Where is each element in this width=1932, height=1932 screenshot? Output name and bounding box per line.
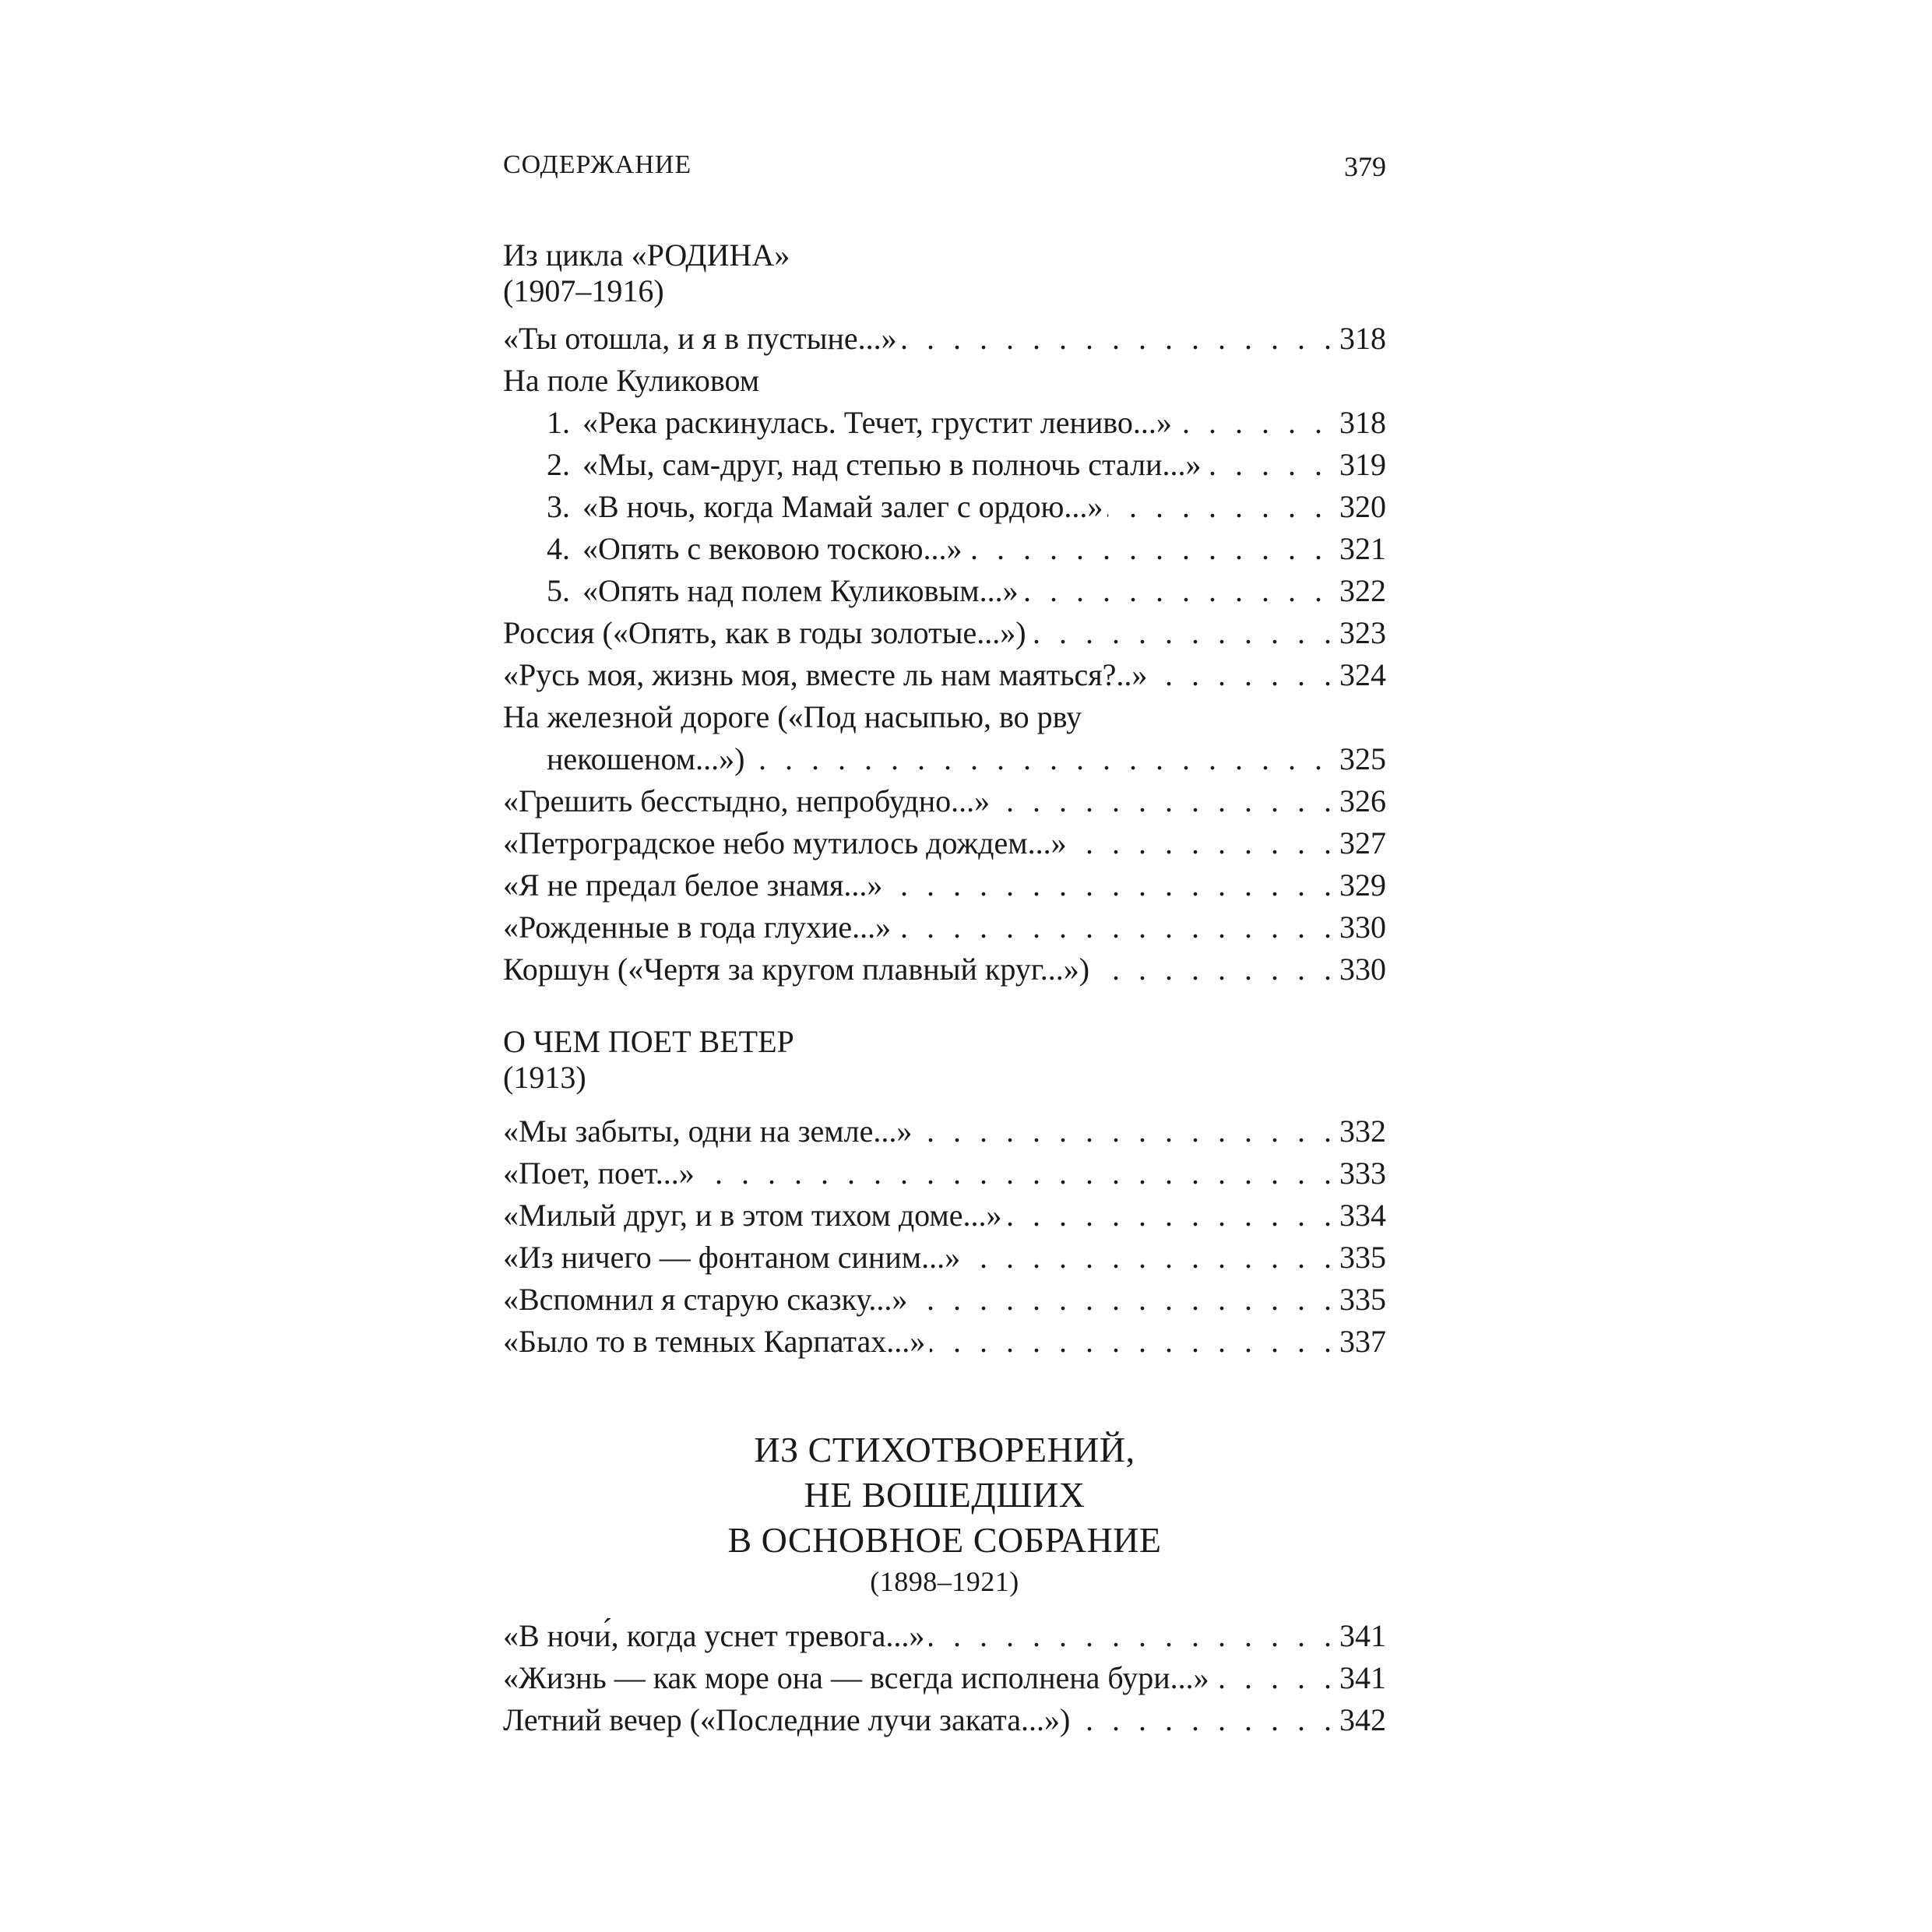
toc-entry-title: «Жизнь — как море она — всегда исполнена бури...» (503, 1660, 1214, 1695)
part-title-line: В ОСНОВНОЕ СОБРАНИЕ (727, 1520, 1162, 1560)
toc-subentry-title: «Река раскинулась. Течет, грустит лениво...» (582, 405, 1172, 440)
toc-subentry-number: 5. (547, 573, 570, 608)
toc-entry-title: «Вспомнил я старую сказку...» (503, 1282, 912, 1317)
toc-entry-title: «Ты отошла, и я в пустыне...» (503, 321, 902, 356)
toc-entry-page: 335 (1335, 1279, 1386, 1321)
toc-group-title[interactable]: На поле Куликовом (503, 363, 760, 398)
toc-entry-title: «Из ничего — фонтаном синим...» (503, 1240, 965, 1275)
toc-subentry[interactable] (547, 528, 1386, 570)
section-title: О ЧЕМ ПОЕТ ВЕТЕР (503, 1024, 794, 1059)
toc-entry-page: 325 (1335, 738, 1386, 780)
toc-entry-title: «Грешить бесстыдно, непробудно...» (503, 783, 994, 818)
part-heading (503, 1427, 1386, 1600)
toc-subentry-number: 2. (547, 447, 570, 482)
toc-entry-title: «Было то в темных Карпатах...» (503, 1324, 930, 1359)
toc-entry-page: 319 (1335, 444, 1386, 486)
toc-entry-title: «Поет, поет...» (503, 1156, 699, 1191)
section-years: (1913) (503, 1060, 586, 1095)
toc-entry-title: «В ночи́, когда уснет тревога...» (503, 1618, 929, 1653)
section-heading-wind (503, 1024, 1386, 1096)
toc-entry-page: 327 (1335, 822, 1386, 864)
toc-entry-page: 333 (1335, 1153, 1386, 1195)
toc-subentry-number: 1. (547, 405, 570, 440)
toc-subentry[interactable] (547, 570, 1386, 612)
toc-entry-title: некошеном...») (547, 741, 749, 776)
toc-entry-page: 334 (1335, 1195, 1386, 1237)
toc-page (503, 0, 1386, 1932)
section-heading-rodina (503, 238, 1386, 309)
toc-entry[interactable] (503, 1237, 1386, 1279)
toc-entry-title: «Мы забыты, одни на земле...» (503, 1114, 917, 1149)
toc-entry[interactable] (503, 1321, 1386, 1363)
toc-entry-page: 318 (1335, 318, 1386, 360)
toc-entry[interactable] (503, 1699, 1386, 1741)
toc-entry[interactable] (503, 1153, 1386, 1195)
toc-subentry-number: 3. (547, 489, 570, 524)
toc-entry[interactable] (503, 654, 1386, 696)
toc-entry-page: 341 (1335, 1657, 1386, 1699)
toc-entry-page: 341 (1335, 1615, 1386, 1657)
toc-entry-page: 342 (1335, 1699, 1386, 1741)
toc-entry[interactable] (503, 1657, 1386, 1699)
toc-entry-title: «Русь моя, жизнь моя, вместе ль нам маяться?..» (503, 657, 1152, 692)
toc-entry[interactable] (503, 948, 1386, 991)
toc-entry-continuation[interactable] (547, 738, 1386, 780)
toc-entry[interactable] (503, 1110, 1386, 1153)
toc-entry-title: Летний вечер («Последние лучи заката...») (503, 1702, 1075, 1737)
toc-entry-page: 326 (1335, 780, 1386, 822)
toc-entry-page: 332 (1335, 1110, 1386, 1153)
toc-subentry-title: «Опять с вековою тоскою...» (582, 531, 962, 566)
toc-entry-page: 330 (1335, 948, 1386, 991)
toc-subentry[interactable] (547, 486, 1386, 528)
toc-entry-page: 329 (1335, 864, 1386, 906)
toc-subentry-title: «Опять над полем Куликовым...» (582, 573, 1019, 608)
toc-entry[interactable] (503, 612, 1386, 654)
toc-entry-title: Коршун («Чертя за кругом плавный круг...») (503, 952, 1094, 987)
toc-entry[interactable] (503, 1195, 1386, 1237)
part-years: (1898–1921) (870, 1566, 1019, 1597)
toc-entry[interactable] (503, 906, 1386, 948)
toc-entry-title: «Петроградское небо мутилось дождем...» (503, 825, 1072, 860)
toc-entry-first-line[interactable]: На железной дороге («Под насыпью, во рву (503, 699, 1082, 734)
running-header (503, 150, 1386, 189)
toc-entry-page: 337 (1335, 1321, 1386, 1363)
toc-subentry-title: «Мы, сам-друг, над степью в полночь стали...» (582, 447, 1202, 482)
toc-entry[interactable] (503, 864, 1386, 906)
toc-entry-page: 318 (1335, 402, 1386, 444)
part-title-line: НЕ ВОШЕДШИХ (804, 1475, 1086, 1515)
toc-entry-title: «Рожденные в года глухие...» (503, 910, 896, 945)
toc-entry-page: 335 (1335, 1237, 1386, 1279)
header-page-number: 379 (1344, 151, 1386, 182)
toc-entry-page: 324 (1335, 654, 1386, 696)
toc-entry-page: 322 (1335, 570, 1386, 612)
toc-entry-title: «Милый друг, и в этом тихом доме...» (503, 1198, 1006, 1233)
toc-entry-title: «Я не предал белое знамя...» (503, 867, 887, 903)
toc-subentry[interactable] (547, 444, 1386, 486)
toc-entry[interactable] (503, 318, 1386, 360)
toc-entry[interactable] (503, 822, 1386, 864)
toc-entry[interactable] (503, 1279, 1386, 1321)
header-title: СОДЕРЖАНИЕ (503, 150, 692, 179)
section-years: (1907–1916) (503, 273, 664, 308)
toc-entry-page: 330 (1335, 906, 1386, 948)
toc-subentry[interactable] (547, 402, 1386, 444)
toc-entry-page: 323 (1335, 612, 1386, 654)
toc-entry-page: 320 (1335, 486, 1386, 528)
toc-subentry-number: 4. (547, 531, 570, 566)
toc-entry[interactable] (503, 1615, 1386, 1657)
toc-subentry-title: «В ночь, когда Мамай залег с ордою...» (582, 489, 1103, 524)
part-title-line: ИЗ СТИХОТВОРЕНИЙ, (754, 1430, 1135, 1469)
section-title: Из цикла «РОДИНА» (503, 238, 790, 273)
toc-entry-page: 321 (1335, 528, 1386, 570)
toc-entry-title: Россия («Опять, как в годы золотые...») (503, 615, 1031, 650)
toc-entry[interactable] (503, 780, 1386, 822)
